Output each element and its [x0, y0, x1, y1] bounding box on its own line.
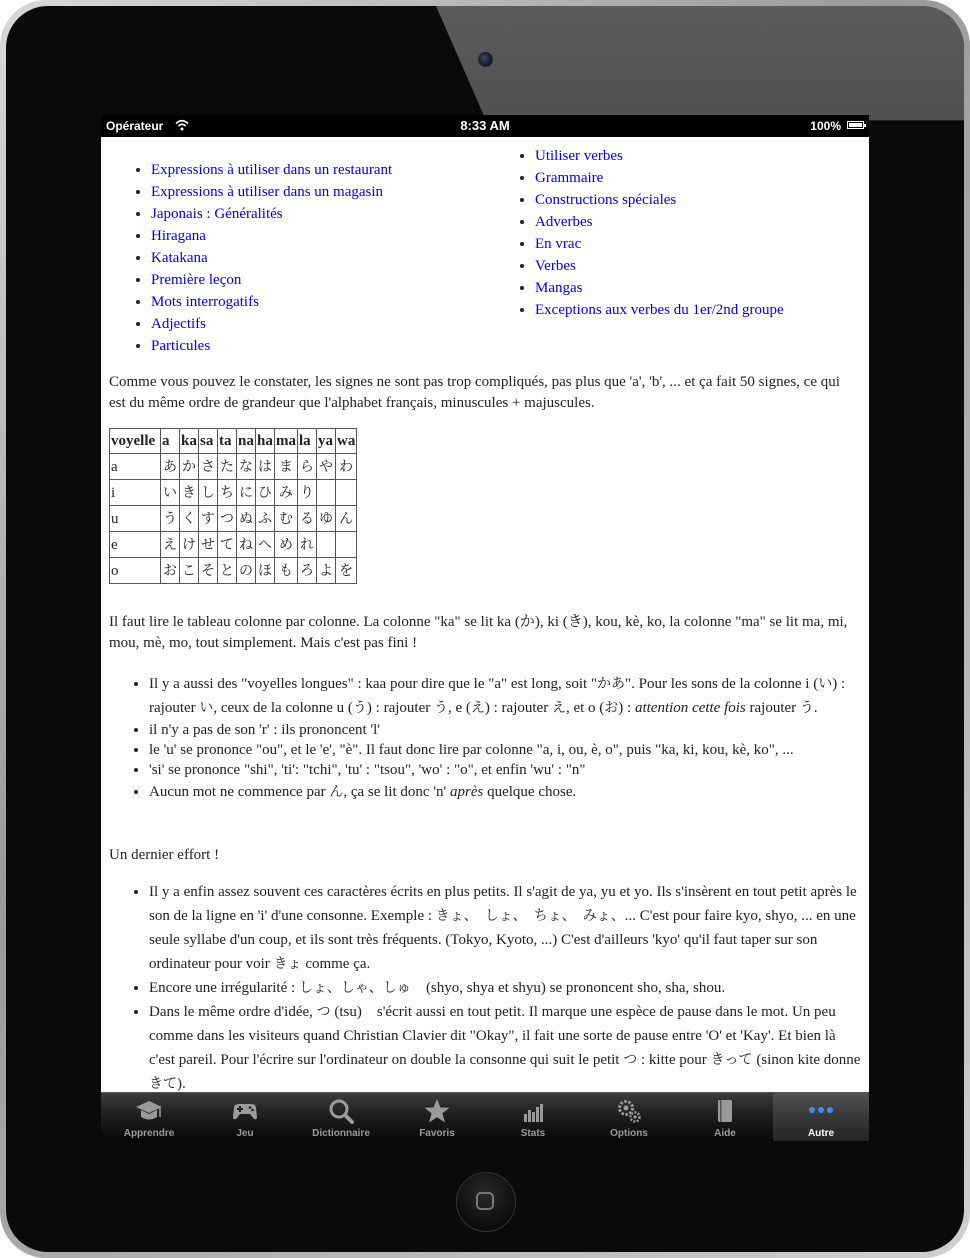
- note-text: ... C'est pour faire kyo, shyo, ... en une seule syllabe d'un coup, et ils sont très fréquents. (Tokyo, Kyoto, ...) C'est d'ailleurs 'kyo' qu'il faut taper sur son ordinateur pour voir: [149, 908, 856, 972]
- table-cell: ひ: [256, 480, 275, 506]
- tab-label: Options: [610, 1128, 648, 1139]
- table-cell: き: [180, 480, 199, 506]
- list-item: [151, 291, 392, 313]
- star-icon: [423, 1098, 451, 1124]
- note-text: Il y a enfin assez souvent ces caractères écrits en plus petits. Il s'agit de ya, yu et yo. Ils s'insèrent en tout petit après le son de la ligne en 'i' d'une consonne. Exemple :: [149, 884, 857, 924]
- note-text: : kitte pour: [637, 1052, 711, 1068]
- table-header: ma: [275, 429, 298, 454]
- list-item: [535, 233, 784, 255]
- table-cell: [336, 480, 357, 506]
- lesson-link[interactable]: Verbes: [535, 258, 576, 274]
- lesson-links-right: [535, 145, 784, 321]
- clock: 8:33 AM: [460, 118, 510, 133]
- lesson-link[interactable]: Adjectifs: [151, 316, 206, 332]
- book-icon: [711, 1098, 739, 1124]
- list-item: [535, 255, 784, 277]
- list-item: [149, 780, 861, 804]
- lesson-link[interactable]: Hiragana: [151, 228, 206, 244]
- table-header: wa: [336, 429, 357, 454]
- table-cell: を: [336, 558, 357, 584]
- table-row: [110, 480, 357, 506]
- table-cell: [317, 480, 336, 506]
- table-cell: わ: [336, 454, 357, 480]
- list-item: [535, 299, 784, 321]
- table-cell: u: [110, 506, 161, 532]
- table-cell: て: [218, 532, 237, 558]
- status-bar: [101, 115, 869, 137]
- tab-jeu[interactable]: [197, 1093, 293, 1141]
- table-cell: さ: [199, 454, 218, 480]
- table-cell: ふ: [256, 506, 275, 532]
- note-text: il n'y a pas de son 'r' : ils prononcent 'l': [149, 722, 380, 738]
- table-cell: せ: [199, 532, 218, 558]
- table-cell: ん: [336, 506, 357, 532]
- table-cell: [336, 532, 357, 558]
- list-item: [149, 880, 861, 976]
- list-item: [149, 760, 861, 780]
- lesson-link[interactable]: Expressions à utiliser dans un restaurant: [151, 162, 393, 178]
- table-cell: a: [110, 454, 161, 480]
- note-text: .: [813, 700, 818, 716]
- note-text: ". Pour les sons de la colonne i (: [625, 676, 819, 692]
- table-cell: え: [161, 532, 180, 558]
- lesson-link[interactable]: Exceptions aux verbes du 1er/2nd groupe: [535, 302, 784, 318]
- table-header: na: [237, 429, 256, 454]
- note-text: ) : rajouter: [484, 700, 552, 716]
- lesson-links-left: [151, 159, 392, 357]
- list-item: [535, 145, 784, 167]
- table-cell: ね: [237, 532, 256, 558]
- note-text: Encore une irrégularité :: [149, 980, 299, 996]
- table-cell: は: [256, 454, 275, 480]
- list-item: [151, 181, 392, 203]
- lesson-link[interactable]: Utiliser verbes: [535, 148, 623, 164]
- lesson-link[interactable]: Constructions spéciales: [535, 192, 677, 208]
- kana-text: ん: [329, 784, 344, 800]
- note-text: , ceux de la colonne u (: [213, 700, 353, 716]
- note-text: Dans le même ordre d'idée,: [149, 1004, 317, 1020]
- table-cell: し: [199, 480, 218, 506]
- kana-text: い: [199, 700, 214, 716]
- bar-chart-icon: [519, 1098, 547, 1124]
- tab-autre[interactable]: [773, 1093, 869, 1141]
- table-header: ka: [180, 429, 199, 454]
- tab-bar: [101, 1092, 869, 1141]
- table-cell: ち: [218, 480, 237, 506]
- tab-stats[interactable]: [485, 1093, 581, 1141]
- note-text: ) : rajouter: [149, 676, 846, 716]
- note-text: ) : rajouter: [366, 700, 434, 716]
- table-cell: o: [110, 558, 161, 584]
- lesson-link[interactable]: Première leçon: [151, 272, 242, 288]
- lesson-link[interactable]: Adverbes: [535, 214, 593, 230]
- note-text: ) :: [618, 700, 635, 716]
- table-row: [110, 532, 357, 558]
- table-header: voyelle: [110, 429, 161, 454]
- kana-text: え: [470, 700, 485, 716]
- home-square-icon: [476, 1192, 494, 1210]
- table-cell: い: [161, 480, 180, 506]
- tab-label: Stats: [520, 1128, 546, 1139]
- list-item: [151, 269, 392, 291]
- kana-text: しょ、しゃ、しゅ: [298, 980, 411, 996]
- kana-text: い: [818, 676, 833, 692]
- list-item: [151, 335, 392, 357]
- table-cell: り: [298, 480, 317, 506]
- battery-icon: [847, 121, 864, 129]
- gears-icon: [615, 1098, 643, 1124]
- front-camera-icon: [478, 52, 493, 67]
- table-cell: れ: [298, 532, 317, 558]
- kana-text: かあ: [597, 676, 626, 692]
- note-text: (tsu) s'écrit aussi en tout petit. Il marque une espèce de pause dans le mot. Un peu comme dans les visiteurs quand Christian Clavier dit "Okay", il fait une sorte de pause entre 'O' et 'Kay'. Et bien là c'est pareil. Pour l'écrire sur l'ordinateur on double la consonne qui suit le petit: [149, 1004, 836, 1068]
- kana-text: つ: [623, 1052, 638, 1068]
- list-item: [149, 976, 861, 1000]
- table-cell: に: [237, 480, 256, 506]
- list-item: [149, 720, 861, 740]
- table-cell: ろ: [298, 558, 317, 584]
- last-effort-heading: Un dernier effort !: [109, 847, 220, 863]
- table-cell: あ: [161, 454, 180, 480]
- gamepad-icon: [231, 1098, 259, 1124]
- table-cell: つ: [218, 506, 237, 532]
- list-item: [535, 211, 784, 233]
- table-header: a: [161, 429, 180, 454]
- table-header: ha: [256, 429, 275, 454]
- list-item: [535, 277, 784, 299]
- note-text: 'si' se prononce "shi", 'ti': "tchi", 'tu' : "tsou", 'wo' : "o", et enfin 'wu' : "n": [149, 762, 586, 778]
- note-text: , et o (: [565, 700, 605, 716]
- table-cell: な: [237, 454, 256, 480]
- list-item: [151, 159, 392, 181]
- tab-options[interactable]: [581, 1093, 677, 1141]
- tab-dictionnaire[interactable]: [293, 1093, 389, 1141]
- note-text: ).: [177, 1076, 186, 1092]
- note-text: le 'u' se prononce "ou", et le 'e', "è". Il faut donc lire par colonne "a, i, ou, è, o", puis "ka, ki, kou, kè, ko", ...: [149, 742, 794, 758]
- note-text: , ça se lit donc 'n': [343, 784, 450, 800]
- list-item: [149, 740, 861, 760]
- kana-text: お: [604, 700, 619, 716]
- list-item: [151, 203, 392, 225]
- hiragana-table: [109, 428, 357, 584]
- kana-text: きて: [149, 1076, 177, 1092]
- home-button[interactable]: [456, 1172, 516, 1232]
- kana-text: う: [433, 700, 448, 716]
- list-item: [151, 247, 392, 269]
- table-header: la: [298, 429, 317, 454]
- pronunciation-notes: [149, 672, 861, 804]
- table-cell: け: [180, 532, 199, 558]
- kana-text: う: [799, 700, 814, 716]
- table-cell: す: [199, 506, 218, 532]
- table-header-row: [110, 429, 357, 454]
- table-cell: ゆ: [317, 506, 336, 532]
- note-text: (sinon kite donne: [752, 1052, 861, 1068]
- table-cell: う: [161, 506, 180, 532]
- tab-aide[interactable]: [677, 1093, 773, 1141]
- table-cell: へ: [256, 532, 275, 558]
- table-cell: ま: [275, 454, 298, 480]
- kana-text: つ: [316, 1004, 331, 1020]
- kana-text: う: [352, 700, 367, 716]
- table-cell: む: [275, 506, 298, 532]
- table-cell: み: [275, 480, 298, 506]
- table-header: sa: [199, 429, 218, 454]
- note-text: (shyo, shya et shyu) se prononcent sho, sha, shou.: [410, 980, 726, 996]
- tab-apprendre[interactable]: [101, 1093, 197, 1141]
- magnifier-icon: [327, 1098, 355, 1124]
- tab-label: Autre: [807, 1128, 835, 1139]
- tab-label: Aide: [714, 1128, 736, 1139]
- lesson-link[interactable]: Mangas: [535, 280, 583, 296]
- table-row: [110, 506, 357, 532]
- list-item: [151, 225, 392, 247]
- table-cell: と: [218, 558, 237, 584]
- note-text: Il y a aussi des "voyelles longues" : kaa pour dire que le "a" est long, soit ": [149, 676, 598, 692]
- kana-text: きって: [710, 1052, 753, 1068]
- screen: [101, 115, 869, 1141]
- list-item: [535, 189, 784, 211]
- table-cell: ぬ: [237, 506, 256, 532]
- lesson-link[interactable]: Expressions à utiliser dans un magasin: [151, 184, 384, 200]
- table-cell: こ: [180, 558, 199, 584]
- emphasis-text: après: [450, 784, 484, 800]
- kana-text: きょ、 しょ、 ちょ、 みょ、: [435, 908, 625, 924]
- table-cell: よ: [317, 558, 336, 584]
- lesson-link[interactable]: Particules: [151, 338, 211, 354]
- table-cell: ほ: [256, 558, 275, 584]
- emphasis-text: attention cette fois: [634, 700, 746, 716]
- table-cell: か: [180, 454, 199, 480]
- article-content[interactable]: [101, 137, 869, 1092]
- kana-text: きょ: [273, 956, 302, 972]
- table-cell: や: [317, 454, 336, 480]
- list-item: [535, 167, 784, 189]
- tab-favoris[interactable]: [389, 1093, 485, 1141]
- tab-label: Favoris: [419, 1128, 455, 1139]
- kana-text: え: [551, 700, 566, 716]
- carrier-label: Opérateur: [106, 119, 164, 133]
- table-cell: i: [110, 480, 161, 506]
- table-explanation: Il faut lire le tableau colonne par colonne. La colonne "ka" se lit ka (か), ki (き), kou, kè, ko, la colonne "ma" se lit ma, mi, mou, mè, mo, tout simplement. Mais c'est pas fini !: [109, 614, 848, 651]
- table-cell: お: [161, 558, 180, 584]
- table-header: ta: [218, 429, 237, 454]
- table-cell: も: [275, 558, 298, 584]
- lesson-link[interactable]: Katakana: [151, 250, 208, 266]
- tab-label: Dictionnaire: [312, 1128, 370, 1139]
- note-text: quelque chose.: [483, 784, 577, 800]
- more-dots-icon: [807, 1098, 835, 1124]
- list-item: [149, 672, 861, 720]
- table-cell: そ: [199, 558, 218, 584]
- note-text: rajouter: [745, 700, 800, 716]
- table-cell: る: [298, 506, 317, 532]
- table-cell: く: [180, 506, 199, 532]
- tab-label: Apprendre: [123, 1128, 175, 1139]
- table-cell: の: [237, 558, 256, 584]
- note-text: comme ça.: [301, 956, 371, 972]
- lesson-link[interactable]: Japonais : Généralités: [151, 206, 283, 222]
- graduation-cap-icon: [135, 1098, 163, 1124]
- table-cell: た: [218, 454, 237, 480]
- note-text: Aucun mot ne commence par: [149, 784, 330, 800]
- table-cell: ら: [298, 454, 317, 480]
- table-cell: [317, 532, 336, 558]
- battery-percentage: 100%: [810, 119, 841, 133]
- tab-label: Jeu: [236, 1128, 254, 1139]
- list-item: [149, 1000, 861, 1092]
- lesson-link[interactable]: Grammaire: [535, 170, 604, 186]
- table-row: [110, 558, 357, 584]
- table-header: ya: [317, 429, 336, 454]
- note-text: , e (: [447, 700, 471, 716]
- small-kana-notes: [149, 880, 861, 1092]
- list-item: [151, 313, 392, 335]
- lesson-link[interactable]: En vrac: [535, 236, 582, 252]
- intro-paragraph: Comme vous pouvez le constater, les signes ne sont pas trop compliqués, pas plus que 'a', 'b', ... et ça fait 50 signes, ce qui est du même ordre de grandeur que l'alphabet français, minuscules + majuscules.: [109, 374, 840, 411]
- table-cell: e: [110, 532, 161, 558]
- table-row: [110, 454, 357, 480]
- lesson-link[interactable]: Mots interrogatifs: [151, 294, 259, 310]
- table-cell: め: [275, 532, 298, 558]
